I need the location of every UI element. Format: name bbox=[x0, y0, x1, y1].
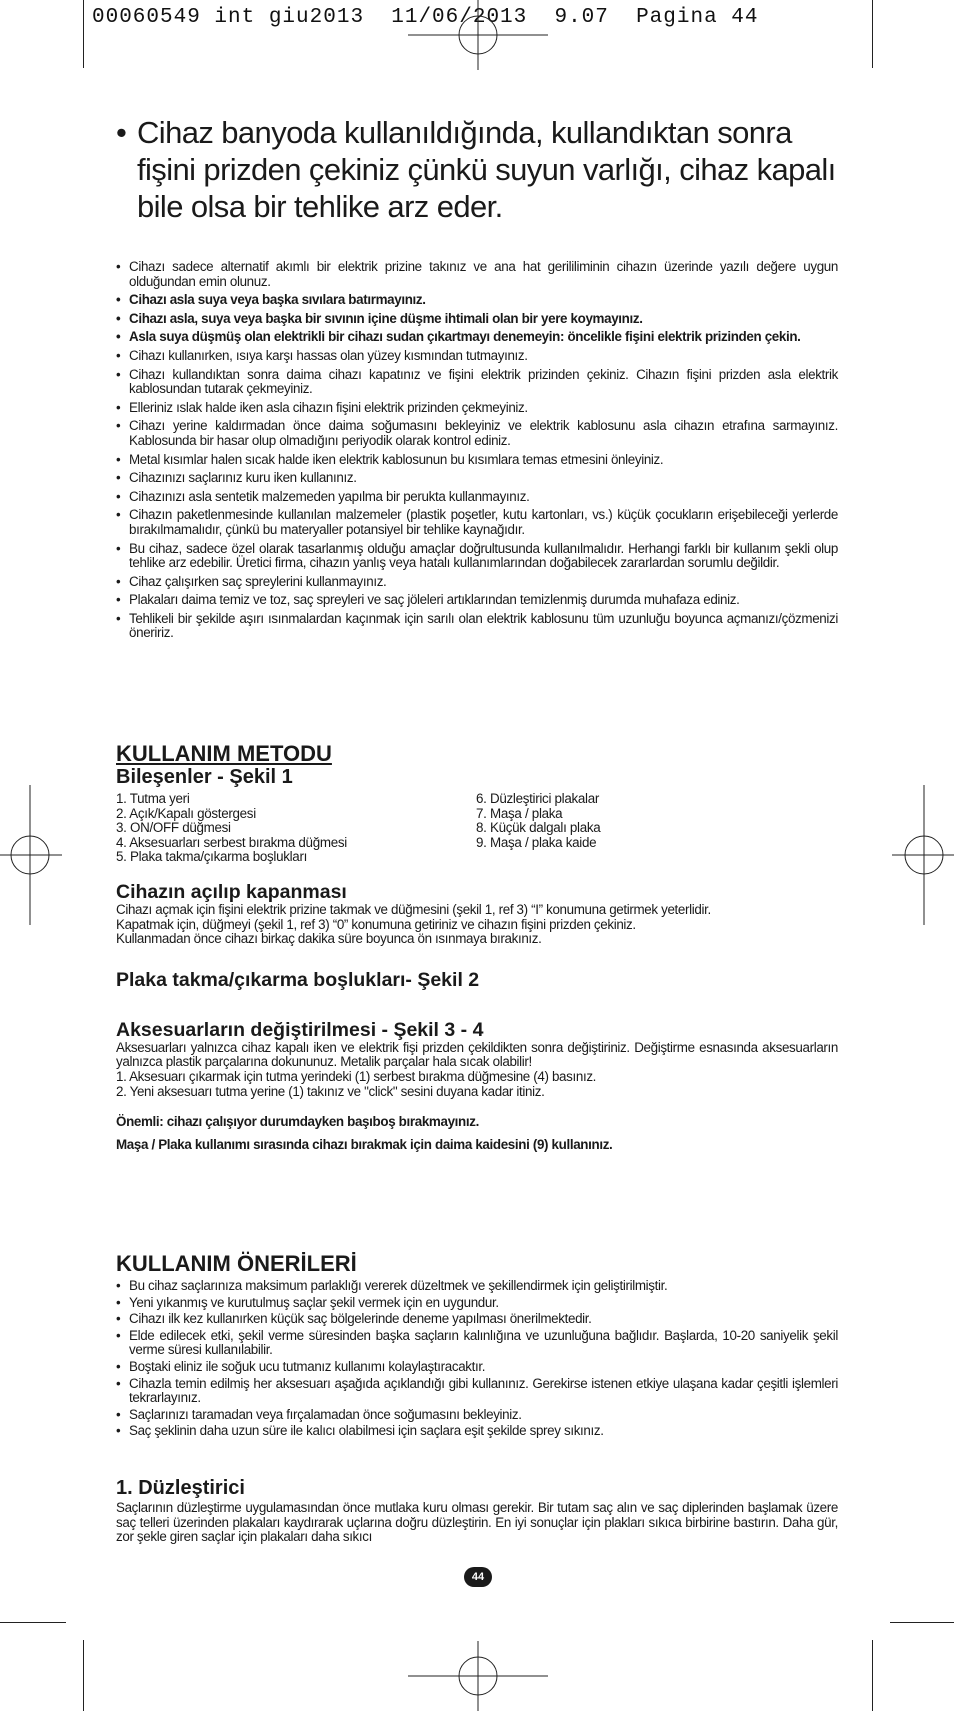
bullet-icon: • bbox=[116, 115, 127, 150]
accessory-line: Aksesuarları yalnızca cihaz kapalı iken ve elektrik fişi prizden çekildikten sonra değiştiriniz. Değiştirme esnasında aksesuarların yalnızca plastik parçalarına dokununuz. Metalik parçalar hala sıcak olabilir! bbox=[116, 1039, 838, 1070]
safety-item: • Cihazın paketlenmesinde kullanılan malzemeler (plastik poşetler, kutu kartonları, vs.) küçük çocukların erişebileceği yerlerde bırakılmamalıdır, çünkü bu materyaller potansiyel bir tehlike kaynağıdır. bbox=[116, 508, 838, 537]
main-warning-text: Cihaz banyoda kullanıldığında, kullandıktan sonra fişini prizden çekiniz çünkü suyun varlığı, cihaz kapalı bile olsa bir tehlike arz eder. bbox=[137, 115, 836, 224]
onoff-line: Kullanmadan önce cihazı birkaç dakika süre boyunca ön ısınmaya bırakınız. bbox=[116, 931, 542, 947]
registration-mark-left-icon bbox=[0, 785, 62, 925]
tip-item: • Boştaki eliniz ile soğuk ucu tutmanız kullanımı kolaylaştıracaktır. bbox=[116, 1360, 838, 1375]
straightener-text: Saçlarının düzleştirme uygulamasından önce mutlaka kuru olması gerekir. Bir tutam saç alın ve saç diplerinden başlamak üzere saç telleri üzerinden plakaları kaydırarak uçlarına doğru düzleştirin. En iyi sonuçlar için plakları sıkıca birbirine bastırın. Daha gür, zor şekle giren saçlar için plakaları daha sıkıcı bbox=[116, 1500, 838, 1545]
components-right bbox=[476, 792, 836, 865]
components-list bbox=[116, 792, 838, 865]
onoff-line: Cihazı açmak için fişini elektrik prizine takmak ve düğmesini (şekil 1, ref 3) “I” konumuna getirmek yeterlidir. bbox=[116, 901, 711, 917]
safety-list bbox=[116, 260, 838, 641]
component-item: 6. Düzleştirici plakalar bbox=[476, 791, 600, 806]
safety-item: • Cihazı sadece alternatif akımlı bir elektrik prizine takınız ve ana hat gerililiminin cihazın üzerinde yazılı değere uygun olduğundan emin olunuz. bbox=[116, 260, 838, 289]
important-note-2: Maşa / Plaka kullanımı sırasında cihazı bırakmak için daima kaidesini (9) kullanınız. bbox=[116, 1136, 613, 1152]
tip-item: • Elde edilecek etki, şekil verme süresinden başka saçların kalınlığına ve uzunluğuna bağlıdır. Başlarda, 10-20 saniyelik şekil verme süresi kullanılabilir. bbox=[116, 1329, 838, 1358]
tips-list bbox=[116, 1279, 838, 1439]
crop-mark-bottom-right-h bbox=[890, 1622, 954, 1623]
safety-item: • Cihazı kullanırken, ısıya karşı hassas olan yüzey kısmından tutmayınız. bbox=[116, 349, 838, 364]
safety-item: • Cihazı yerine kaldırmadan önce daima soğumasını bekleyiniz ve elektrik kablosunu asla cihazın etrafına sarmayınız. Kablosunda bir hasar olup olmadığını periyodik olarak kontrol ediniz. bbox=[116, 419, 838, 448]
onoff-line: Kapatmak için, düğmeyi (şekil 1, ref 3) “0” konumuna getiriniz ve cihazın fişini prizden çekiniz. bbox=[116, 916, 636, 932]
straightener-section bbox=[116, 1477, 838, 1545]
safety-item: • Cihazı kullandıktan sonra daima cihazı kapatınız ve fişini elektrik prizinden çekiniz. Cihazın fişini prizden asla elektrik kablosundan tutarak çekmeyiniz. bbox=[116, 368, 838, 397]
safety-item: • Plakaları daima temiz ve toz, saç spreyleri ve saç jöleleri artıklarından temizlenmiş durumda muhafaza ediniz. bbox=[116, 593, 838, 608]
component-item: 9. Maşa / plaka kaide bbox=[476, 834, 597, 850]
registration-mark-right-icon bbox=[892, 785, 954, 925]
onoff-text bbox=[116, 903, 838, 947]
safety-item: • Cihazınızı saçlarınız kuru iken kullanınız. bbox=[116, 471, 838, 486]
crop-mark-bottom-left-v bbox=[83, 1640, 84, 1711]
tip-item: • Saç şeklinin daha uzun süre ile kalıcı olabilmesi için saçlara eşit şekilde sprey sıkınız. bbox=[116, 1424, 838, 1439]
components-left bbox=[116, 792, 476, 865]
component-item: 7. Maşa / plaka bbox=[476, 805, 563, 821]
straightener-title: 1. Düzleştirici bbox=[116, 1477, 245, 1499]
tips-title: KULLANIM ÖNERİLERİ bbox=[116, 1251, 357, 1276]
crop-mark-bottom-right-v bbox=[872, 1640, 873, 1711]
usage-section bbox=[116, 742, 838, 1152]
tip-item: • Cihazla temin edilmiş her aksesuarı aşağıda açıklandığı gibi kullanınız. Gerekirse istenen etkiye ulaşana kadar çeşitli işlemleri tekrarlayınız. bbox=[116, 1377, 838, 1406]
crop-mark-top-left bbox=[83, 0, 84, 68]
usage-title: KULLANIM METODU bbox=[116, 741, 332, 766]
important-note-1: Önemli: cihazı çalışıyor durumdayken başıboş bırakmayınız. bbox=[116, 1114, 479, 1130]
component-item: 8. Küçük dalgalı plaka bbox=[476, 820, 601, 836]
plate-slots-title: Plaka takma/çıkarma boşlukları- Şekil 2 bbox=[116, 968, 480, 991]
tip-item: • Saçlarınızı taramadan veya fırçalamadan önce soğumasını bekleyiniz. bbox=[116, 1408, 838, 1423]
accessory-line: 2. Yeni aksesuarı tutma yerine (1) takınız ve "click" sesini duyana kadar itiniz. bbox=[116, 1083, 545, 1099]
crop-mark-bottom-left-h bbox=[0, 1622, 66, 1623]
safety-item: • Cihazı asla, suya veya başka bir sıvının içine düşme ihtimali olan bir yere koymayınız. bbox=[116, 312, 838, 327]
safety-item: • Asla suya düşmüş olan elektrikli bir cihazı sudan çıkartmayı denemeyin: öncelikle fişini elektrik prizinden çekin. bbox=[116, 330, 838, 345]
component-item: 2. Açık/Kapalı göstergesi bbox=[116, 805, 256, 821]
tip-item: • Cihazı ilk kez kullanırken küçük saç bölgelerinde deneme yapılması önerilmektedir. bbox=[116, 1312, 838, 1327]
accessory-title: Aksesuarların değiştirilmesi - Şekil 3 - 4 bbox=[116, 1018, 484, 1041]
print-slug: 00060549 int giu2013 11/06/2013 9.07 Pagina 44 bbox=[92, 6, 759, 29]
safety-item: • Tehlikeli bir şekilde aşırı ısınmalardan kaçınmak için sarılı olan elektrik kablosunu tüm uzunluğu boyunca açmanızı/çözmenizi öneririz. bbox=[116, 612, 838, 641]
component-item: 4. Aksesuarları serbest bırakma düğmesi bbox=[116, 834, 347, 850]
accessory-text bbox=[116, 1041, 838, 1099]
tip-item: • Yeni yıkanmış ve kurutulmuş saçlar şekil vermek için en uygundur. bbox=[116, 1296, 838, 1311]
registration-mark-bottom-icon bbox=[408, 1641, 548, 1711]
component-item: 3. ON/OFF düğmesi bbox=[116, 820, 231, 836]
safety-item: • Metal kısımlar halen sıcak halde iken elektrik kablosunun bu kısımlara temas etmesini önleyiniz. bbox=[116, 453, 838, 468]
registration-mark-top-icon bbox=[408, 0, 548, 70]
onoff-title: Cihazın açılıp kapanması bbox=[116, 880, 347, 903]
crop-mark-top-right bbox=[872, 0, 873, 68]
tip-item: • Bu cihaz saçlarınıza maksimum parlaklığı vererek düzeltmek ve şekillendirmek için geliştirilmiştir. bbox=[116, 1279, 838, 1294]
component-item: 1. Tutma yeri bbox=[116, 791, 190, 806]
accessory-line: 1. Aksesuarı çıkarmak için tutma yerindeki (1) serbest bırakma düğmesine (4) basınız. bbox=[116, 1068, 597, 1084]
safety-item: • Cihaz çalışırken saç spreylerini kullanmayınız. bbox=[116, 575, 838, 590]
component-item: 5. Plaka takma/çıkarma boşlukları bbox=[116, 849, 308, 865]
safety-item: • Elleriniz ıslak halde iken asla cihazın fişini elektrik prizinden çekmeyiniz. bbox=[116, 401, 838, 416]
main-warning bbox=[116, 114, 856, 225]
page-number: 44 bbox=[464, 1567, 492, 1587]
safety-section bbox=[116, 260, 838, 645]
components-title: Bileşenler - Şekil 1 bbox=[116, 766, 293, 788]
safety-item: • Cihazınızı asla sentetik malzemeden yapılma bir perukta kullanmayınız. bbox=[116, 490, 838, 505]
tips-section bbox=[116, 1252, 838, 1441]
safety-item: • Bu cihaz, sadece özel olarak tasarlanmış olduğu amaçlar doğrultusunda kullanılmalıdır. Herhangi farklı bir kullanım şekli olup tehlike arz edebilir. Üretici firma, cihazın yanlış veya hatalı kullanımlarından doğabilecek zararlardan sorumlu değildir. bbox=[116, 542, 838, 571]
safety-item: • Cihazı asla suya veya başka sıvılara batırmayınız. bbox=[116, 293, 838, 308]
